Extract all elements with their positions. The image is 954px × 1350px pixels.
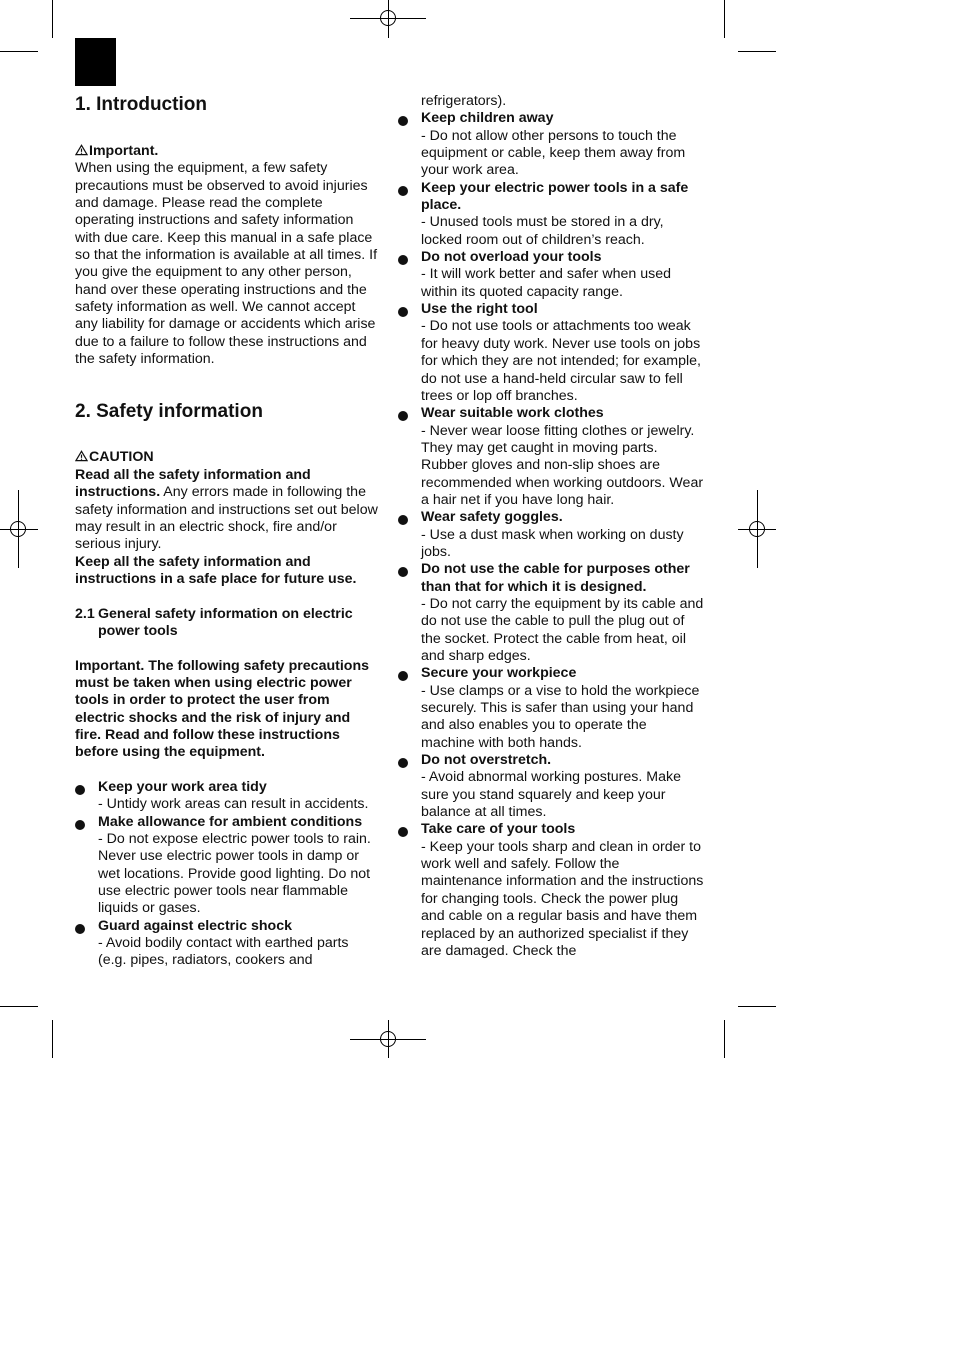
- intro-text: When using the equipment, a few safety precautions must be observed to avoid injuries and damage. Please read the complete operating instructions and safety information with due care. Keep this manual in a safe place so that the information is available at all times. If you give the equipment to any other person, hand over these operating instructions and the safety information as well. We cannot accept any liability for damage or accidents which arise due to a failure to follow these instructions and the safety information.: [75, 160, 378, 368]
- right-column: [398, 93, 704, 960]
- keep-instructions: Keep all the safety information and instructions in a safe place for future use.: [75, 553, 357, 587]
- registration-mark: [10, 521, 26, 537]
- crop-mark: [724, 0, 725, 38]
- list-item: [398, 110, 704, 179]
- crop-mark: [52, 0, 53, 38]
- list-item: [75, 779, 380, 814]
- continued-text: refrigerators).: [421, 93, 507, 109]
- subsection-heading: 2.1 General safety information on electric power tools: [75, 605, 353, 639]
- list-item-text: - Do not use tools or attachments too weak for heavy duty work. Never use tools on jobs for which they are not intended; for example, do not use a hand-held circular saw to fell trees or lop off branches.: [421, 318, 701, 404]
- bullet-icon: [398, 307, 408, 317]
- list-item-title: Make allowance for ambient conditions: [98, 813, 363, 830]
- list-item-title: Keep children away: [421, 110, 554, 127]
- list-item: [398, 665, 704, 752]
- bullet-icon: [75, 785, 85, 795]
- list-item-text: - Never wear loose fitting clothes or jewelry. They may get caught in moving parts. Rubber gloves and non-slip shoes are recommended when working outdoors. Wear a hair net if you have long hair.: [421, 422, 704, 508]
- list-item: [398, 821, 704, 960]
- caution-paragraph: Read all the safety information and instructions. Any errors made in following the safety information and instructions set out below may result in an electric shock, fire and/or serious injury.: [75, 466, 378, 553]
- list-item: [398, 180, 704, 249]
- bullet-icon: [398, 567, 408, 577]
- right-safety-list: [398, 110, 704, 960]
- list-item-text: - Do not allow other persons to touch the equipment or cable, keep them away from your work area.: [421, 127, 686, 179]
- list-item-text: - It will work better and safer when used within its quoted capacity range.: [421, 266, 671, 300]
- crop-mark: [52, 1020, 53, 1058]
- safety-heading: 2. Safety information: [75, 401, 263, 423]
- list-item: [398, 509, 704, 561]
- list-item: [75, 918, 380, 970]
- bullet-icon: [75, 924, 85, 934]
- warning-icon: [75, 449, 89, 466]
- list-item-text: - Keep your tools sharp and clean in order to work well and safely. Follow the maintenance information and the instructions for changing tools. Check the power plug and cable on a regular basis and have them replaced by an authorized specialist if they are damaged. Check the: [421, 838, 704, 959]
- important-label: Important.: [75, 143, 380, 160]
- list-item: [398, 561, 704, 665]
- registration-mark: [380, 1031, 396, 1047]
- list-item: [398, 249, 704, 301]
- bullet-icon: [398, 186, 408, 196]
- list-item-text: - Do not expose electric power tools to rain. Never use electric power tools in damp or wet locations. Provide good lighting. Do not use electric power tools near flammable liquids or gases.: [98, 831, 371, 917]
- list-item-text: - Unused tools must be stored in a dry, locked room out of children’s reach.: [421, 214, 664, 248]
- bullet-icon: [398, 116, 408, 126]
- bullet-icon: [398, 515, 408, 525]
- list-item-title: Do not overstretch.: [421, 752, 552, 769]
- registration-mark: [380, 10, 396, 26]
- bullet-icon: [75, 820, 85, 830]
- list-item-text: - Untidy work areas can result in accidents.: [98, 796, 369, 813]
- bullet-icon: [398, 758, 408, 768]
- list-item-title: Wear safety goggles.: [421, 509, 563, 526]
- bullet-icon: [398, 827, 408, 837]
- list-item-title: Guard against electric shock: [98, 917, 292, 934]
- list-item-title: Do not overload your tools: [421, 249, 602, 266]
- list-item: [398, 301, 704, 405]
- list-item: [398, 405, 704, 509]
- list-item-title: Keep your electric power tools in a safe place.: [421, 179, 689, 214]
- registration-mark: [749, 521, 765, 537]
- list-item-title: Keep your work area tidy: [98, 779, 267, 795]
- bullet-icon: [398, 255, 408, 265]
- list-item-title: Do not use the cable for purposes other than that for which it is designed.: [421, 561, 690, 595]
- list-item-text: - Use a dust mask when working on dusty jobs.: [421, 526, 684, 560]
- language-tab: [75, 38, 116, 86]
- crop-mark: [738, 51, 776, 52]
- list-item-title: Wear suitable work clothes: [421, 405, 604, 422]
- crop-mark: [724, 1020, 725, 1058]
- crop-mark: [738, 1006, 776, 1007]
- list-item-title: Use the right tool: [421, 301, 538, 318]
- important-paragraph: Important. The following safety precautions must be taken when using electric power tools in order to protect the user from electric shocks and the risk of injury and fire. Read and follow these instructions before using the equipment.: [75, 657, 370, 761]
- left-column: [75, 94, 380, 970]
- crop-mark: [0, 1006, 38, 1007]
- list-item-title: Take care of your tools: [421, 821, 576, 838]
- list-item-title: Secure your workpiece: [421, 665, 577, 682]
- intro-heading: 1. Introduction: [75, 94, 207, 115]
- caution-label: CAUTION: [75, 449, 380, 466]
- bullet-icon: [398, 411, 408, 421]
- list-item: [75, 814, 380, 918]
- list-item-text: - Use clamps or a vise to hold the workpiece securely. This is safer than using your hand and also enables you to operate the machine with both hands.: [421, 682, 700, 751]
- warning-icon: [75, 143, 89, 160]
- list-item-text: - Avoid bodily contact with earthed parts (e.g. pipes, radiators, cookers and: [98, 935, 349, 969]
- crop-mark: [0, 51, 38, 52]
- left-safety-list: [75, 779, 380, 970]
- list-item-text: - Do not carry the equipment by its cable and do not use the cable to pull the plug out of the socket. Protect the cable from heat, oil and sharp edges.: [421, 595, 704, 664]
- bullet-icon: [398, 671, 408, 681]
- list-item-text: - Avoid abnormal working postures. Make sure you stand squarely and keep your balance at all times.: [421, 769, 681, 821]
- list-item: [398, 752, 704, 821]
